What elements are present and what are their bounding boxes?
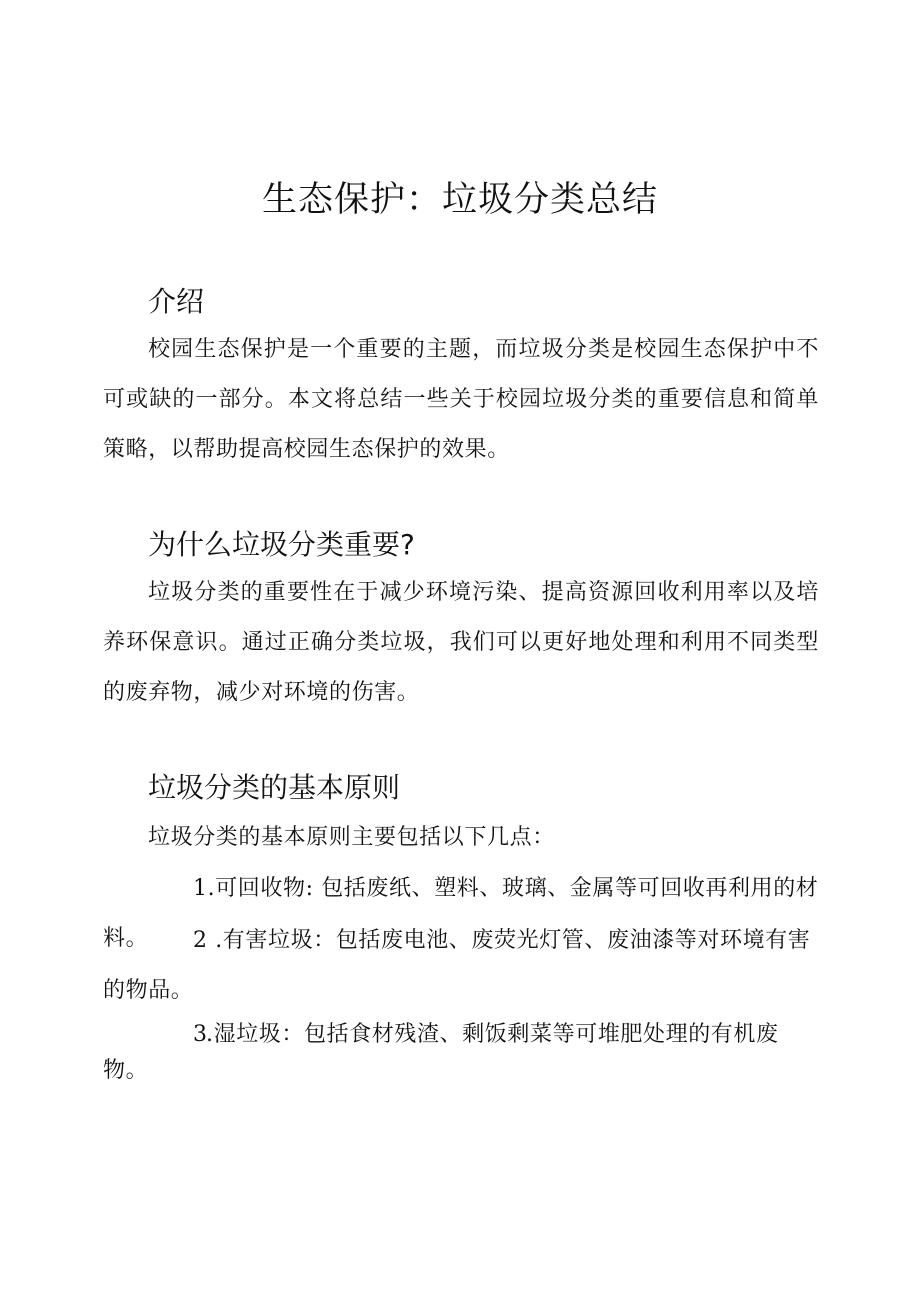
section-heading-intro: 介绍 — [148, 285, 205, 318]
list-item-text: 有害垃圾：包括废电池、废荧光灯管、废油漆等对环境有害的物品。 — [103, 928, 811, 1003]
list-item-number: 2 . — [193, 928, 223, 953]
list-item — [103, 1017, 819, 1089]
list-item-text: .湿垃圾：包括食材残渣、剩饭剩菜等可堆肥处理的有机废物。 — [103, 1022, 779, 1083]
list-item — [103, 916, 819, 1016]
list-item-number: 3 — [193, 1022, 208, 1047]
section-paragraph-principles: 垃圾分类的基本原则主要包括以下几点： — [148, 825, 555, 850]
document-title: 生态保护：垃圾分类总结 — [261, 180, 658, 220]
list-item-text: 可回收物: 包括废纸、塑料、玻璃、金属等可回收再利用的材料。 — [103, 876, 819, 951]
section-heading-why: 为什么垃圾分类重要? — [148, 528, 415, 561]
list-item-number: 1. — [193, 876, 216, 901]
section-heading-principles: 垃圾分类的基本原则 — [148, 771, 401, 804]
section-paragraph-why: 垃圾分类的重要性在于减少环境污染、提高资源回收利用率以及培养环保意识。通过正确分类垃圾，我们可以更好地处理和利用不同类型的废弃物，减少对环境的伤害。 — [103, 580, 819, 705]
section-paragraph-intro: 校园生态保护是一个重要的主题，而垃圾分类是校园生态保护中不可或缺的一部分。本文将总结一些关于校园垃圾分类的重要信息和简单策略，以帮助提高校园生态保护的效果。 — [103, 337, 819, 462]
